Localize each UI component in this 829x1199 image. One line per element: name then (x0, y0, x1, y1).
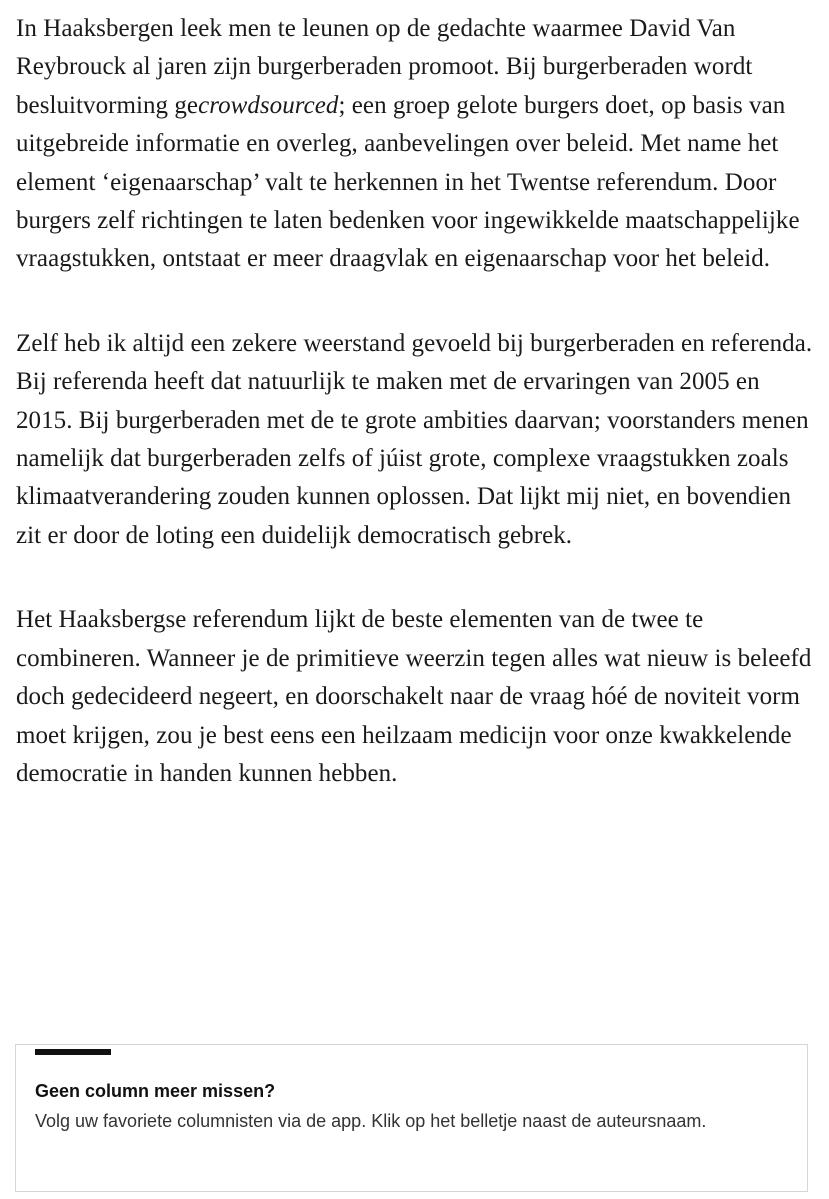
paragraph-1-text-b: ; een groep gelote burgers doet, op basis van uitgebreide informatie en overleg, aanbevelingen over beleid. Met name het element ‘eigenaarschap’ valt te herkennen in het Twentse referendum. Door burgers zelf richtingen te laten bedenken voor ingewikkelde maatschappelijke vraagstukken, ontstaat er meer draagvlak en eigenaarschap voor het beleid. (16, 91, 800, 273)
column-promo-box (15, 1044, 808, 1192)
paragraph-1-text-a: In Haaksbergen leek men te leunen op de gedachte waarmee David Van Reybrouck al jaren zijn burgerberaden promoot. Bij burgerberaden wordt besluitvorming ge (16, 15, 753, 119)
article-body (16, 10, 816, 839)
paragraph-3: Het Haaksbergse referendum lijkt de beste elementen van de twee te combineren. Wanneer je de primitieve weerzin tegen alles wat nieuw is beleefd doch gedecideerd negeert, en doorschakelt naar de vraag hóé de noviteit vorm moet krijgen, zou je best eens een heilzaam medicijn voor onze kwakkelende democratie in handen kunnen hebben. (16, 606, 812, 787)
paragraph-1-italic-term: crowdsourced (198, 91, 339, 119)
promo-accent-bar (35, 1049, 111, 1055)
promo-text: Volg uw favoriete columnisten via de app. Klik op het belletje naast de auteursnaam. (35, 1111, 707, 1131)
paragraph-2: Zelf heb ik altijd een zekere weerstand gevoeld bij burgerberaden en referenda. Bij referenda heeft dat natuurlijk te maken met de ervaringen van 2005 en 2015. Bij burgerberaden met de te grote ambities daarvan; voorstanders menen namelijk dat burgerberaden zelfs of júist grote, complexe vraagstukken zoals klimaatverandering zouden kunnen oplossen. Dat lijkt mij niet, en bovendien zit er door de loting een duidelijk democratisch gebrek. (16, 329, 813, 549)
promo-title: Geen column meer missen? (35, 1081, 276, 1101)
paragraph-1 (16, 10, 816, 279)
